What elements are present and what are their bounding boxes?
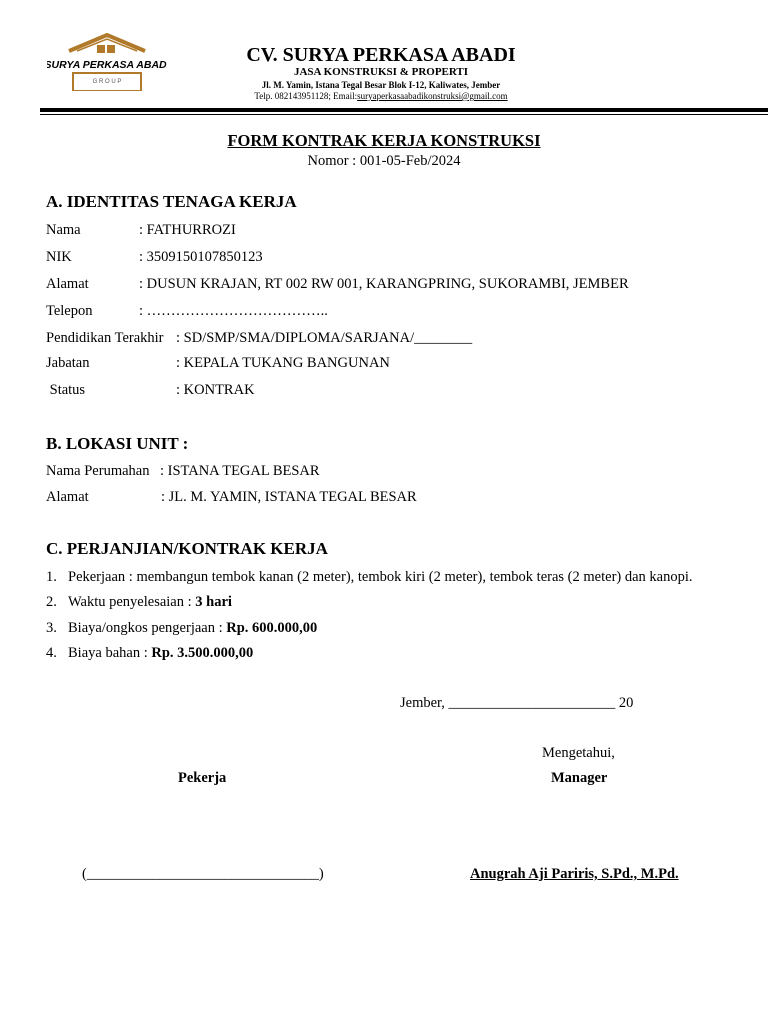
contract-item-value: 3 hari	[195, 594, 232, 610]
contract-item-number: 2.	[46, 594, 57, 610]
field-value-lokasi-alamat: : JL. M. YAMIN, ISTANA TEGAL BESAR	[161, 489, 417, 505]
contract-item-text: Biaya/ongkos pengerjaan :	[68, 620, 227, 636]
contract-item	[46, 569, 693, 586]
company-name: CV. SURYA PERKASA ABADI	[246, 44, 516, 66]
company-email: suryaperkasaabadikonstruksi@gmail.com	[357, 91, 508, 101]
contract-item-value: Rp. 3.500.000,00	[151, 645, 254, 661]
contact-phone: Telp. 082143951128; Email:	[254, 91, 358, 101]
contract-item-number: 3.	[46, 620, 57, 636]
company-address: Jl. M. Yamin, Istana Tegal Besar Blok I-12, Kaliwates, Jember	[261, 80, 501, 90]
contract-item-number: 4.	[46, 645, 57, 661]
field-label-status: Status	[46, 382, 86, 398]
field-value-jabatan: : KEPALA TUKANG BANGUNAN	[176, 355, 390, 371]
form-title: FORM KONTRAK KERJA KONSTRUKSI	[227, 131, 541, 150]
contract-item-text: Waktu penyelesaian :	[68, 594, 196, 610]
field-label-nik: NIK	[46, 249, 72, 265]
worker-signature-line: (________________________________)	[82, 866, 324, 882]
contract-item-number: 1.	[46, 569, 57, 585]
company-contact	[200, 91, 562, 101]
field-value-nik: : 3509150107850123	[139, 249, 263, 265]
field-label-perumahan: Nama Perumahan	[46, 463, 150, 479]
contract-item-text: Biaya bahan :	[68, 645, 152, 661]
contract-item-text: Pekerjaan : membangun tembok kanan (2 meter), tembok kiri (2 meter), tembok teras (2 meter) dan kanopi.	[68, 569, 693, 585]
company-logo	[47, 33, 167, 91]
section-c-heading: C. PERJANJIAN/KONTRAK KERJA	[46, 539, 328, 558]
header-rule-thick	[40, 108, 768, 112]
field-value-status: : KONTRAK	[176, 382, 255, 398]
field-label-lokasi-alamat: Alamat	[46, 489, 89, 505]
form-number: Nomor : 001-05-Feb/2024	[307, 153, 461, 169]
field-value-alamat: : DUSUN KRAJAN, RT 002 RW 001, KARANGPRING, SUKORAMBI, JEMBER	[139, 276, 629, 292]
worker-label: Pekerja	[178, 770, 227, 786]
section-a-heading: A. IDENTITAS TENAGA KERJA	[46, 192, 297, 211]
field-label-alamat: Alamat	[46, 276, 89, 292]
field-value-nama: : FATHURROZI	[139, 222, 236, 238]
field-value-telepon: : ………………………………..	[139, 303, 328, 319]
acknowledged-label: Mengetahui,	[542, 745, 615, 761]
contract-item	[46, 594, 232, 611]
contract-item-value: Rp. 600.000,00	[226, 620, 318, 636]
field-label-telepon: Telepon	[46, 303, 93, 319]
company-tagline: JASA KONSTRUKSI & PROPERTI	[293, 66, 469, 78]
house-logo-icon	[47, 33, 167, 91]
manager-name: Anugrah Aji Pariris, S.Pd., M.Pd.	[470, 866, 679, 882]
section-b-heading: B. LOKASI UNIT :	[46, 434, 189, 453]
svg-text:SURYA PERKASA ABADI: SURYA PERKASA ABADI	[47, 59, 167, 71]
contract-item	[46, 620, 317, 637]
svg-text:G R O U P: G R O U P	[92, 79, 122, 85]
manager-label: Manager	[551, 770, 608, 786]
field-label-pendidikan: Pendidikan Terakhir	[46, 330, 164, 346]
field-value-perumahan: : ISTANA TEGAL BESAR	[160, 463, 320, 479]
field-value-pendidikan: : SD/SMP/SMA/DIPLOMA/SARJANA/________	[176, 330, 473, 346]
place-date: Jember, _______________________ 20	[400, 695, 634, 711]
contract-item	[46, 645, 253, 662]
header-rule-thin	[40, 114, 768, 115]
field-label-nama: Nama	[46, 222, 81, 238]
field-label-jabatan: Jabatan	[46, 355, 90, 371]
